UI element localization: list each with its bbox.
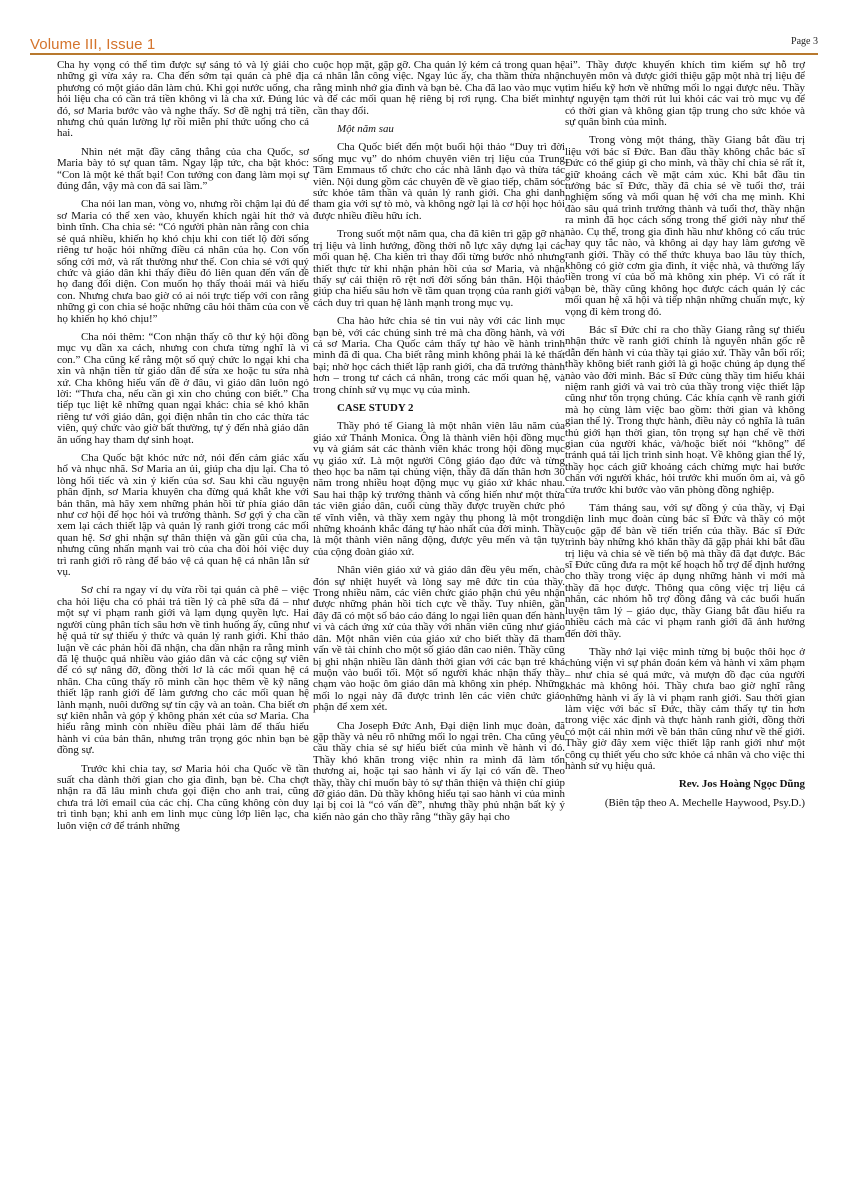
editor-credit: (Biên tập theo A. Mechelle Haywood, Psy.D.) xyxy=(604,796,805,809)
column-3 xyxy=(565,60,805,816)
page-number: Page 3 xyxy=(791,36,818,47)
paragraph: Thầy nhớ lại việc mình từng bị buộc thôi học ở chủng viện vì sự phán đoán kém và hành vi xâm phạm – như chia sẻ quá mức, và mượn đồ đạc của người khác mà không hỏi. Thầy chưa bao giờ nghĩ rằng những hành vi ấy là vi phạm ranh giới. Sau thời gian làm việc với bác sĩ Đức, thầy cảm thấy tự tin hơn trong việc xác định và thực hành ranh giới, đồng thời có một cái nhìn mới về bản thân cũng như về thế giới. Thầy giờ đây xem việc thiết lập ranh giới như một công cụ thiết yếu cho sức khỏe cá nhân và cho việc thi hành sứ vụ hiệu quả. xyxy=(565,645,805,772)
paragraph: Nhân viên giáo xứ và giáo dân đều yêu mến, chào đón sự nhiệt huyết và lòng say mê đức tin của thầy. Trong nhiều năm, các viên chức giáo phận chú yêu nhận được những phản hồi tích cực về thầy. Tuy nhiên, gần đây đã có một số báo cáo đáng lo ngại liên quan đến hành vi và cách ứng xử của thầy với nhân viên cũng như giáo dân. Một nhân viên của giáo xứ cho biết thầy đã tham vấn về tài chính cho một số giáo dân cao niên. Thầy cũng bị ghi nhận nhiều lần dành thời gian với các bạn trẻ khá muộn vào buổi tối. Một số người khác nhận thấy thầy chạm vào hoặc ôm giáo dân mà không xin phép. Những mối lo ngại này đã được trình lên các viên chức giáo phận để xem xét. xyxy=(313,564,565,714)
paragraph: Sơ chỉ ra ngay ví dụ vừa rồi tại quán cà phê – việc cha hỏi liệu cha có phải trả tiền lý cà phê sữa đá – như một sự vi phạm ranh giới và lạm dụng quyền lực. Hai người cùng phân tích sâu hơn về tình huống ấy, cũng như hệ quả từ sự thiếu ý thức và quản lý ranh giới. Khi thảo luận về các phản hồi đã nhận, cha dần nhận ra rằng mình đã lệ thuộc quá nhiều vào giáo dân và các cộng sự viên để có sự nâng đỡ, đồng thời lơ là các mối quan hệ cá nhân. Cha cũng thấy rõ mình cần học thêm về kỹ năng thiết lập ranh giới để làm gương cho các mối quan hệ lành mạnh, nuôi dưỡng sự tín cậy và an toàn. Cha biết ơn sự kiên nhẫn và góp ý không phán xét của sơ Maria. Cha hiểu rằng mình còn nhiều điều phải làm để thấu hiểu hành vi của bản thân, nhưng trân trọng góc nhìn bạn bè đồng sự. xyxy=(57,584,309,757)
paragraph: Cha Joseph Đức Anh, Đại diện linh mục đoàn, đã gặp thầy và nêu rõ những mối lo ngại trên. Cha cũng yêu cầu thầy chia sẻ sự hiểu biết của mình về hành vi đó. Thầy khó khăn trong việc nhìn ra mình đã làm tổn thương ai, hoặc tại sao hành vi ấy lại có vấn đề. Theo thầy, thầy chỉ muốn bày tỏ sự thân thiện và thiện chí giúp đỡ giáo dân. Dù thầy không hiểu tại sao hành vi của mình lại bị coi là “có vấn đề”, nhưng thầy phủ nhận bất kỳ ý kiến nào gán cho thầy rằng “thầy gây hại cho xyxy=(313,719,565,823)
paragraph: cuộc họp mặt, gặp gỡ. Cha quản lý kém cả trong quan hệ cá nhân lẫn công việc. Ngay lúc ấy, cha thầm thừa nhận rằng mình nhớ gia đình và bạn bè. Cha đã lao vào mục vụ và để các mối quan hệ riêng bị rơi rụng. Cha biết mình cần thay đổi. xyxy=(313,59,565,117)
issue-label: Volume III, Issue 1 xyxy=(30,36,156,53)
case-study-heading: CASE STUDY 2 xyxy=(337,401,414,414)
column-2 xyxy=(313,60,565,830)
paragraph: Nhìn nét mặt đầy căng thẳng của cha Quốc, sơ Maria bày tỏ sự quan tâm. Ngay lập tức, cha bật khóc: “Con là một kẻ thất bại! Con tưởng con đang làm mọi sự đúng đắn, vậy mà con đã sai lầm.” xyxy=(57,145,309,193)
column-1 xyxy=(57,60,309,839)
paragraph: Trong vòng một tháng, thầy Giang bắt đầu trị liệu với bác sĩ Đức. Ban đầu thầy không chắc bác sĩ Đức có thể giúp gì cho mình, và thầy chỉ chia sẻ rất ít, giữ khoảng cách về mặt cảm xúc. Khi bắt đầu tin tưởng bác sĩ Đức, thầy đã chia sẻ về tuổi thơ, trải nghiệm sống và mối quan hệ với cha mẹ mình. Khi đào sâu quá trình trưởng thành và tuổi thơ, thầy nhận ra mình đã học cách sống trong thế giới này như thế nào. Cụ thể, trong gia đình hầu như không có cấu trúc hay quy tắc nào, và không ai dạy hay làm gương về ranh giới. Thầy có thể thức khuya bao lâu tùy thích, không có giờ cơm gia đình, ít việc nhà, và thường lấy tiền trong ví của bố mà không xin phép. Vì có rất ít bạn bè, thầy cũng không học được cách quản lý các mối quan hệ xã hội và tiếp nhận những chuẩn mực, kỳ vọng đi kèm trong đó. xyxy=(565,134,805,318)
paragraph: Tám tháng sau, với sự đồng ý của thầy, vị Đại diện linh mục đoàn cùng bác sĩ Đức và thầy có một cuộc gặp để bàn về tiến triển của thầy. Bác sĩ Đức trình bày những khó khăn thầy đã gặp phải khi bắt đầu trị liệu và chia sẻ về tiến bộ mà thầy đã đạt được. Bác sĩ Đức cũng đưa ra một kế hoạch hỗ trợ để định hướng cho thầy trong việc áp dụng những hành vi mới mà thầy đã học được. Thông qua công việc trị liệu cá nhân, các nhóm hỗ trợ đồng đẳng và các buổi huấn luyện tâm lý – giáo dục, thầy Giang bắt đầu hiểu ra nhiều cách mà các vi phạm ranh giới đã ảnh hưởng đến đời thầy. xyxy=(565,502,805,640)
paragraph: Cha hy vọng có thể tìm được sự sáng tỏ và lý giải cho những gì vừa xảy ra. Cha đến sớm tại quán cà phê địa phương có một giáo dân làm chủ. Khi gọi nước uống, cha hỏi liệu cha có cần trả tiền không vì là cha xứ. Đúng lúc đó, sơ Maria bước vào và nghe thấy. Sơ đề nghị trả tiền, nhưng chủ quán lường lự rồi miễn phí thức uống cho cả hai. xyxy=(57,59,309,140)
paragraph: ai”. Thầy được khuyến khích tìm kiếm sự hỗ trợ chuyên môn và được giới thiệu gặp một nhà trị liệu để tìm hiểu kỹ hơn về những mối lo ngại được nêu. Thầy tự nguyện tạm thời rút lui khỏi các vai trò mục vụ để có thời gian và không gian tập trung cho sức khỏe và sự quân bình của mình. xyxy=(565,59,805,129)
paragraph: Cha nói thêm: “Con nhận thấy cô thư ký hội đồng mục vụ dần xa cách, nhưng con chưa từng nghĩ là vì con.” Cha cũng kể rằng một số quý chức lo ngại khi cha xin và nhận tiền từ giáo dân để sửa xe hoặc tu sửa nhà xứ. Cha không hiểu vấn đề ở đâu, vì giáo dân luôn ngỏ lời: “Thưa cha, nếu cần gì xin cho chúng con biết.” Cha tiếp tục liệt kê những quan ngại khác: chia sẻ khó khăn riêng tư với giáo dân, gọi điện nhắn tin cho các thừa tác viên, quý chức vào giờ bất thường, tự ý đến nhà giáo dân ăn uống hay tham dự sinh hoạt. xyxy=(57,330,309,446)
paragraph: Cha hào hức chia sẻ tin vui này với các linh mục bạn bè, với các chúng sinh trẻ mà cha đồng hành, và với cả sơ Maria. Cha Quốc cảm thấy tự hào về hành trình mình đã đi qua. Cha biết rằng mình không phải là kẻ thất bại; nhờ học cách thiết lập ranh giới, cha đã trưởng thành hơn – trong tư cách cá nhân, trong các mối quan hệ, và trong chính sứ vụ mục vụ của mình. xyxy=(313,315,565,396)
section-subheading: Một năm sau xyxy=(337,123,394,136)
paragraph: Cha nói lan man, vòng vo, nhưng rồi chậm lại đủ để sơ Maria có thể xen vào, khuyến khích ngài hít thở và bình tĩnh. Cha chia sẻ: “Có người phàn nàn rằng con chia sẻ quá nhiều, khiến họ khó chịu khi con tiết lộ đời sống riêng tư hoặc hỏi những điều cá nhân của họ. Con vốn sống cởi mở, và rất thường như thế. Con chia sẻ với quý chức và giáo dân khi thấy điều đó liên quan đến vấn đề họ đang đối diện. Con muốn họ thấy thoải mái và hiểu con. Nhưng chưa bao giờ có ai nói trực tiếp với con rằng những gì con chia sẻ hoặc những câu hỏi thăm của con về họ khiến họ khó chịu!” xyxy=(57,198,309,325)
author-signature: Rev. Jos Hoàng Ngọc Dũng xyxy=(678,778,805,791)
paragraph: Trong suốt một năm qua, cha đã kiên trì gặp gỡ nhà trị liệu và linh hướng, đồng thời nỗ lực xây dựng lại các mối quan hệ. Cha kiên trì thay đổi từng bước nhỏ nhưng thiết thực từ khi nhận phản hồi của sơ Maria, và nhận thấy sự cải thiện rõ rệt nơi đời sống bản thân. Hội thảo giúp cha hiểu sâu hơn về tầm quan trọng của ranh giới và cách duy trì quan hệ lành mạnh trong mục vụ. xyxy=(313,228,565,309)
paragraph: Bác sĩ Đức chỉ ra cho thầy Giang rằng sự thiếu nhận thức về ranh giới chính là nguyên nhân gốc rễ dẫn đến hành vi của thầy tại giáo xứ. Thầy vẫn bối rối; thầy không biết ranh giới là gì hoặc chúng áp dụng thế nào vào đời mình. Bác sĩ Đức cùng thầy tìm hiểu khái niệm ranh giới và vai trò của thầy trong việc thiết lập cũng như tôn trọng chúng. Các khía cạnh về ranh giới mà họ cùng làm việc bao gồm: thời gian và không gian thể lý. Trong thực hành, điều này có nghĩa là tuân thủ giới hạn thời gian, tôn trọng sự hạn chế về thời gian của người khác, và/hoặc biết nói “không” để tránh quá tải lịch trình sinh hoạt. Về không gian thể lý, thầy học cách giữ khoảng cách chừng mực hai bước chân với người khác, hỏi trước khi muốn ôm ai, và gõ cửa trước khi bước vào văn phòng đồng nghiệp. xyxy=(565,323,805,496)
paragraph: Trước khi chia tay, sơ Maria hỏi cha Quốc về tần suất cha dành thời gian cho gia đình, bạn bè. Cha chợt nhận ra đã lâu mình chưa gọi điện cho anh trai, cũng chưa trả lời email của các chị. Cha cũng không còn duy trì tình bạn; khi anh em linh mục cùng lớp liên lạc, cha luôn viện cớ để tránh những xyxy=(57,762,309,832)
paragraph: Cha Quốc biết đến một buổi hội thảo “Duy trì đời sống mục vụ” do nhóm chuyên viên trị liệu của Trung Tâm Emmaus tổ chức cho các nhà lãnh đạo và thừa tác viên. Nội dung gồm các chuyên đề về giao tiếp, chăm sóc sức khỏe tâm thần và quản lý ranh giới. Cha ghi danh tham gia với sự tò mò, và không ngờ lại là cơ hội học hỏi được nhiều điều hữu ích. xyxy=(313,141,565,222)
paragraph: Thầy phó tế Giang là một nhân viên lâu năm của giáo xứ Thánh Monica. Ông là thành viên hội đồng mục vụ và giám sát các thành viên khác trong hội đồng mục vụ giáo xứ. Là một người Công giáo đạo đức và từng theo học ba năm tại chủng viện, thầy đã dấn thân hơn 30 năm trong nhiều hoạt động mục vụ giáo xứ khác nhau. Sau hai thập kỷ trưởng thành và cống hiến như một thừa tác viên giáo dân, cuối cùng thầy được truyền chức phó tế vĩnh viễn, và thầy xem ngày thụ phong là một trong những khoảnh khắc đáng tự hào nhất của đời mình. Thầy là một thành viên năng động, được yêu mến và tận tụy của cộng đoàn giáo xứ. xyxy=(313,420,565,558)
paragraph: Cha Quốc bật khóc nức nở, nói đến cảm giác xấu hổ và nhục nhã. Sơ Maria an ủi, giúp cha dịu lại. Cha tỏ lòng hối tiếc và xin ý kiến của sơ. Sau khi cầu nguyện phân định, sơ Maria khuyên cha đừng quá khắt khe với bản thân, mà hãy xem những phản hồi từ phía giáo dân như cơ hội để học hỏi và trưởng thành. Sơ gợi ý cha cần xem lại cách thiết lập và quản lý ranh giới trong các mối quan hệ. Sơ ghi nhận sự thân thiện và gần gũi của cha, nhưng cũng nhấn mạnh vai trò của cha đòi hỏi việc duy trì ranh giới rõ ràng để bảo vệ cả quan hệ cá nhân lẫn sứ vụ. xyxy=(57,452,309,579)
header-rule xyxy=(30,53,818,55)
